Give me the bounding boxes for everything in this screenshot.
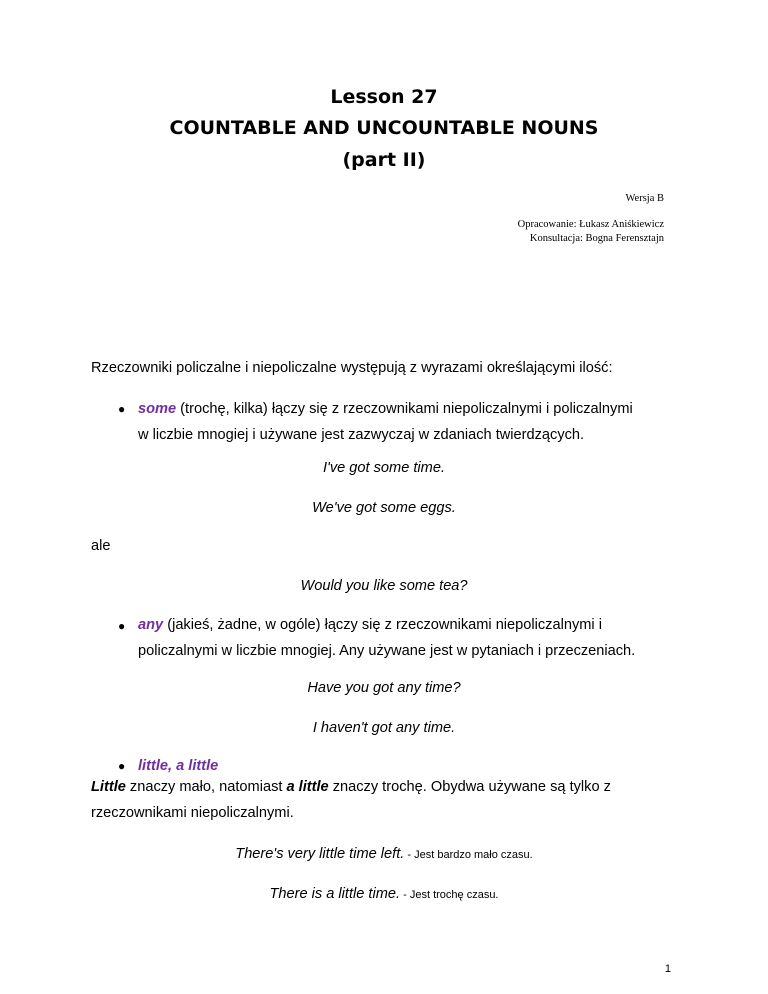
term-little: little, a little [138,758,219,774]
bullet-icon: ● [118,759,126,773]
page-number: 1 [664,963,671,975]
topic-title: COUNTABLE AND UNCOUNTABLE NOUNS [169,117,599,139]
term-some: some [138,401,177,417]
bullet-icon: ● [118,402,126,416]
term-any: any [138,617,164,633]
some-line-1 [138,396,633,422]
some-desc-1: (trochę, kilka) łączy się z rzeczownikami niepoliczalnymi i policzalnymi [176,401,633,417]
intro-text: Rzeczowniki policzalne i niepoliczalne występują z wyrazami określającymi ilość: [91,360,613,376]
word-a-little: a little [286,779,329,795]
version-label: Wersja B [625,193,664,204]
little-text-2: znaczy trochę. Obydwa używane są tylko z [328,779,611,795]
any-example-2: I haven't got any time. [312,720,456,736]
lesson-title: Lesson 27 [330,86,438,108]
little-example-1-text: There's very little time left. [235,846,405,862]
little-paragraph-line-1 [91,774,611,800]
consulted-by: Konsultacja: Bogna Ferensztajn [529,233,664,244]
some-line-2: w liczbie mnogiej i używane jest zazwyczaj w zdaniach twierdzących. [138,427,585,443]
any-line-2: policzalnymi w liczbie mnogiej. Any używane jest w pytaniach i przeczeniach. [138,643,636,659]
little-example-1 [0,844,768,865]
some-example-3: Would you like some tea? [300,578,468,594]
little-example-2 [0,884,768,905]
little-example-2-text: There is a little time. [269,886,401,902]
connector-ale: ale [91,538,111,554]
some-example-1: I've got some time. [322,460,446,476]
any-desc-1: (jakieś, żadne, w ogóle) łączy się z rzeczownikami niepoliczalnymi i [163,617,602,633]
prepared-by: Opracowanie: Łukasz Aniśkiewicz [517,219,664,230]
little-example-2-translation: - Jest trochę czasu. [400,889,499,901]
bullet-icon: ● [118,619,126,633]
little-text-1: znaczy mało, natomiast [125,779,287,795]
word-little: Little [91,779,126,795]
little-paragraph-line-2: rzeczownikami niepoliczalnymi. [91,805,294,821]
any-line-1 [138,612,602,638]
some-example-2: We've got some eggs. [312,500,456,516]
little-example-1-translation: - Jest bardzo mało czasu. [404,849,533,861]
any-example-1: Have you got any time? [307,680,461,696]
part-title: (part II) [342,149,426,171]
